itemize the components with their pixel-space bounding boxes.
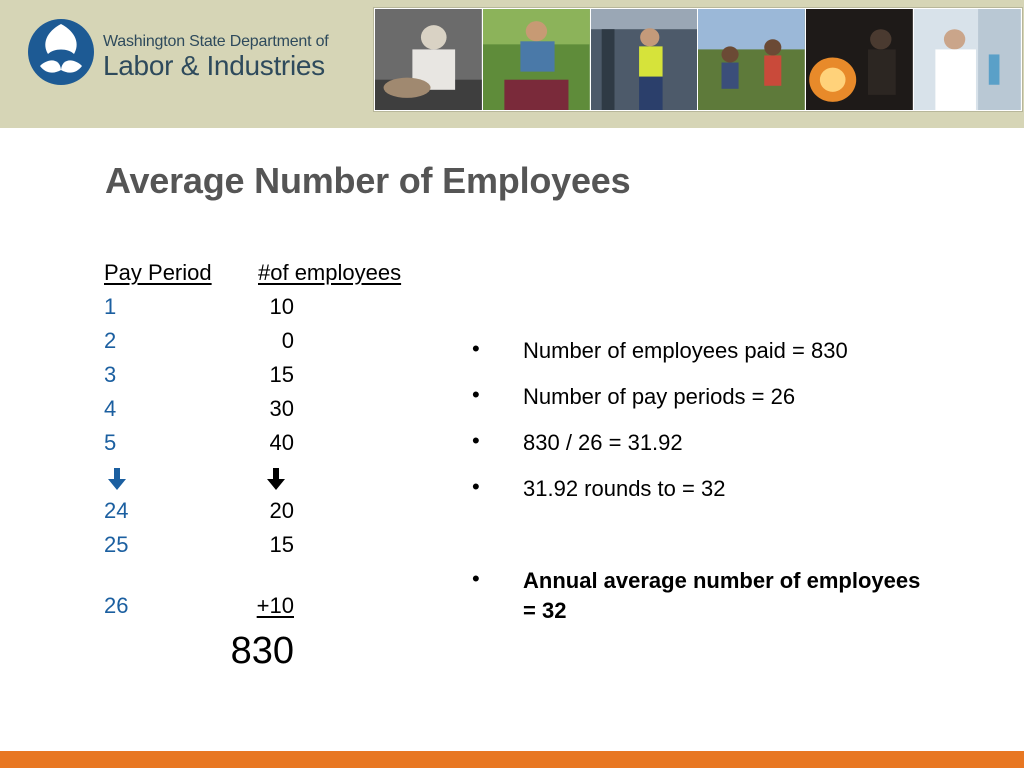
employee-count: 30 bbox=[269, 396, 294, 421]
pay-period-number: 24 bbox=[104, 498, 129, 523]
table-row bbox=[104, 532, 444, 562]
org-name-line1: Washington State Department of bbox=[103, 33, 329, 50]
pay-period-number: 5 bbox=[104, 430, 117, 455]
ellipsis-row bbox=[104, 464, 444, 494]
pay-period-header: Pay Period bbox=[104, 260, 212, 285]
header-banner bbox=[0, 0, 1024, 128]
bullet-symbol: • bbox=[472, 474, 480, 499]
slide-title: Average Number of Employees bbox=[105, 160, 631, 201]
employee-count: 40 bbox=[269, 430, 294, 455]
down-arrow-icon bbox=[267, 468, 285, 490]
employee-count: 20 bbox=[269, 498, 294, 523]
bullet-text: 31.92 rounds to = 32 bbox=[523, 476, 726, 501]
table-row bbox=[104, 396, 444, 426]
bullet-symbol: • bbox=[472, 566, 480, 591]
pay-period-number: 3 bbox=[104, 362, 117, 387]
org-name bbox=[103, 33, 329, 81]
table-row bbox=[104, 362, 444, 392]
bullet-symbol: • bbox=[472, 428, 480, 453]
employee-count: 15 bbox=[269, 532, 294, 557]
pay-period-number: 4 bbox=[104, 396, 117, 421]
table-row bbox=[104, 294, 444, 324]
employee-count: 10 bbox=[269, 294, 294, 319]
employee-count: 15 bbox=[269, 362, 294, 387]
down-arrow-icon bbox=[108, 468, 126, 490]
photo-strip bbox=[374, 8, 1022, 111]
bullet-symbol: • bbox=[472, 336, 480, 361]
bullet-text: Number of pay periods = 26 bbox=[523, 384, 796, 409]
footer-bar bbox=[0, 751, 1024, 768]
farm-worker-photo bbox=[483, 9, 590, 110]
pay-period-number: 2 bbox=[104, 328, 117, 353]
org-name-line2: Labor & Industries bbox=[103, 50, 325, 81]
field-workers-photo bbox=[698, 9, 805, 110]
bullet-text: 830 / 26 = 31.92 bbox=[523, 430, 683, 455]
pay-period-number: 1 bbox=[104, 294, 117, 319]
bullet-text: Number of employees paid = 830 bbox=[523, 338, 848, 363]
lni-logo-icon bbox=[26, 18, 96, 86]
pay-period-number: 26 bbox=[104, 593, 129, 618]
employee-count: +10 bbox=[256, 593, 294, 618]
loading-dock-worker-photo bbox=[591, 9, 698, 110]
foundry-worker-photo bbox=[806, 9, 913, 110]
pay-period-number: 25 bbox=[104, 532, 129, 557]
table-row bbox=[104, 498, 444, 528]
bullet-symbol: • bbox=[472, 382, 480, 407]
table-row bbox=[104, 593, 444, 623]
employee-total: 830 bbox=[230, 630, 294, 672]
table-row bbox=[104, 430, 444, 460]
sanding-worker-photo bbox=[375, 9, 482, 110]
bullet-text: Annual average number of employees = 32 bbox=[523, 568, 921, 623]
employees-header: #of employees bbox=[258, 260, 402, 285]
table-row bbox=[104, 328, 444, 358]
lab-worker-photo bbox=[914, 9, 1021, 110]
employee-count: 0 bbox=[281, 328, 294, 353]
